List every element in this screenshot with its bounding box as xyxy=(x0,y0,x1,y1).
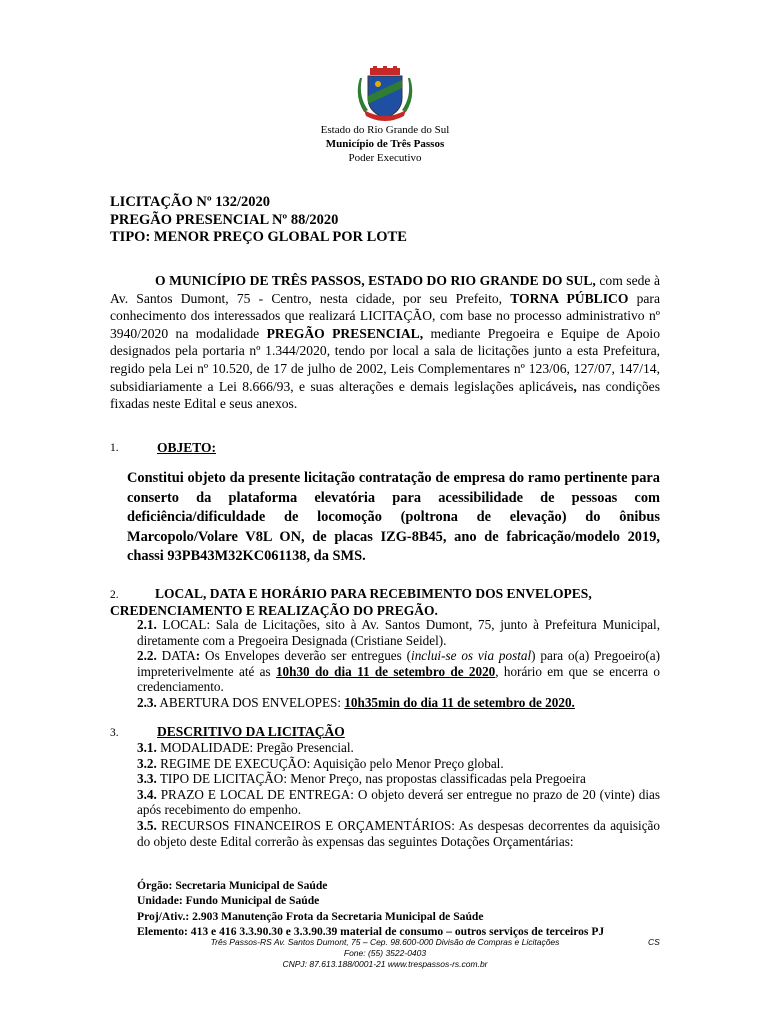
intro-text-1: com sede à Av. Santos Dumont, 75 - Centro, nesta cidade, por seu Prefeito, xyxy=(110,273,660,306)
budget-elemento: Elemento: 413 e 416 3.3.90.30 e 3.3.90.39 material de consumo – outros serviços de terceiros PJ xyxy=(137,925,605,939)
item-2-3 xyxy=(137,695,660,711)
municipal-coat-of-arms-logo xyxy=(356,66,414,124)
item-2-2-italic: inclui-se os via postal xyxy=(411,648,532,663)
footer-cnpj-website: CNPJ: 87.613.188/0001-21 www.trespassos-rs.com.br xyxy=(282,959,488,969)
licitacao-title: LICITAÇÃO Nº 132/2020 xyxy=(110,194,271,210)
budget-unidade: Unidade: Fundo Municipal de Saúde xyxy=(137,894,320,908)
item-3-1-text: MODALIDADE: Pregão Presencial. xyxy=(156,740,354,755)
item-2-1-text: LOCAL: Sala de Licitações, sito à Av. Santos Dumont, 75, junto à Prefeitura Municipal, diretamente com a Pregoeira Designada (Cristiane Seidel). xyxy=(137,617,660,648)
section-3-items xyxy=(137,740,660,849)
pregao-title: PREGÃO PRESENCIAL Nº 88/2020 xyxy=(110,212,339,228)
item-2-2-number: 2.2. xyxy=(137,648,157,663)
item-3-3-number: 3.3. xyxy=(137,771,157,787)
municipality-name: Município de Três Passos xyxy=(325,138,445,150)
item-3-4 xyxy=(137,787,660,818)
intro-text-4: nas condições fixadas neste Edital e seus anexos. xyxy=(110,378,660,412)
item-2-3-date: 10h35min do dia 11 de setembro de 2020. xyxy=(344,695,575,710)
item-3-3 xyxy=(137,771,660,787)
item-2-2-deadline: 10h30 do dia 11 de setembro de 2020 xyxy=(275,663,496,679)
item-3-3-text: TIPO DE LICITAÇÃO: Menor Preço, nas propostas classificadas pela Pregoeira xyxy=(156,771,586,787)
footer-phone: Fone: (55) 3522-0403 xyxy=(343,948,427,958)
item-3-5-number: 3.5. xyxy=(137,817,157,833)
intro-lead: O MUNICÍPIO DE TRÊS PASSOS, ESTADO DO RIO GRANDE DO SUL, xyxy=(155,273,596,288)
item-3-5 xyxy=(137,818,660,849)
item-3-2-text: REGIME DE EXECUÇÃO: Aquisição pelo Menor Preço global. xyxy=(156,755,504,771)
item-2-1 xyxy=(137,617,660,648)
intro-paragraph xyxy=(110,272,660,413)
object-description: Constitui objeto da presente licitação contratação de empresa do ramo pertinente para conserto da plataforma elevatória para acessibilidade de pessoas com deficiência/dificuldade de locomoção (poltrona de elevação) do ônibus Marcopolo/Volare V8L ON, de placas IZG-8B45, ano de fabricação/modelo 2019, chassi 93PB43M32KC061138, da SMS. xyxy=(127,470,660,564)
section-1-heading: OBJETO: xyxy=(157,440,217,455)
intro-comma: , xyxy=(573,378,577,394)
item-3-2-number: 3.2. xyxy=(137,755,157,771)
budget-orgao: Órgão: Secretaria Municipal de Saúde xyxy=(137,879,328,892)
torna-publico: TORNA PÚBLICO xyxy=(510,290,629,306)
branch-name: Poder Executivo xyxy=(348,152,422,164)
item-3-1-number: 3.1. xyxy=(137,740,157,755)
state-name: Estado do Rio Grande do Sul xyxy=(320,124,450,136)
section-2-number: 2. xyxy=(110,589,119,601)
modalidade: PREGÃO PRESENCIAL, xyxy=(266,325,424,341)
item-2-3-number: 2.3. xyxy=(137,695,157,710)
intro-text-2: para conhecimento dos interessados que realizará LICITAÇÃO, com base no processo administrativo nº 3940/2020 na modalidade xyxy=(110,290,660,341)
tipo-title: TIPO: MENOR PREÇO GLOBAL POR LOTE xyxy=(110,229,407,245)
budget-allocation xyxy=(137,878,660,940)
item-2-2-label: DATA xyxy=(156,648,196,663)
item-3-5-text: RECURSOS FINANCEIROS E ORÇAMENTÁRIOS: As despesas decorrentes da aquisição do objeto deste Edital correrão às expensas das seguintes Dotações Orçamentárias: xyxy=(137,817,660,849)
item-2-2-colon: : xyxy=(195,648,201,663)
section-1-number: 1. xyxy=(110,442,119,454)
item-3-4-number: 3.4. xyxy=(137,786,157,802)
section-2-heading: LOCAL, DATA E HORÁRIO PARA RECEBIMENTO DOS ENVELOPES, CREDENCIAMENTO E REALIZAÇÃO DO PREGÃO. xyxy=(110,586,592,618)
section-3-number: 3. xyxy=(110,727,119,739)
section-3-heading: DESCRITIVO DA LICITAÇÃO xyxy=(157,724,345,739)
footer-address: Três Passos-RS Av. Santos Dumont, 75 – Cep. 98.600-000 Divisão de Compras e Licitações xyxy=(210,937,560,947)
item-3-1 xyxy=(137,740,660,756)
item-2-1-number: 2.1. xyxy=(137,617,157,632)
intro-text-3: mediante Pregoeira e Equipe de Apoio designados pela portaria nº 1.344/2020, tendo por local a sala de licitações junto a esta Prefeitura, regido pela Lei nº 10.520, de 17 de julho de 2002, Leis Complementares nº 123/06, 127/07, 147/14, subsidiariamente a Lei 8.666/93, e suas alterações e demais legislações aplicáveis xyxy=(110,325,661,394)
item-2-2-text-b: ) para o(a) Pregoeiro(a) impreterivelmente até as xyxy=(137,648,660,679)
item-2-2 xyxy=(137,648,660,695)
budget-proj-ativ: Proj/Ativ.: 2.903 Manutenção Frota da Secretaria Municipal de Saúde xyxy=(137,909,484,923)
item-3-2 xyxy=(137,756,660,772)
item-2-2-text-a: Os Envelopes deverão ser entregues ( xyxy=(200,648,412,663)
footer-initials: CS xyxy=(648,937,660,947)
item-2-3-text: ABERTURA DOS ENVELOPES: xyxy=(156,695,345,710)
item-3-4-text: PRAZO E LOCAL DE ENTREGA: O objeto deverá ser entregue no prazo de 20 (vinte) dias após recebimento do empenho. xyxy=(137,786,660,818)
item-2-2-text-c: , horário em que se encerra o credenciamento. xyxy=(137,663,660,695)
